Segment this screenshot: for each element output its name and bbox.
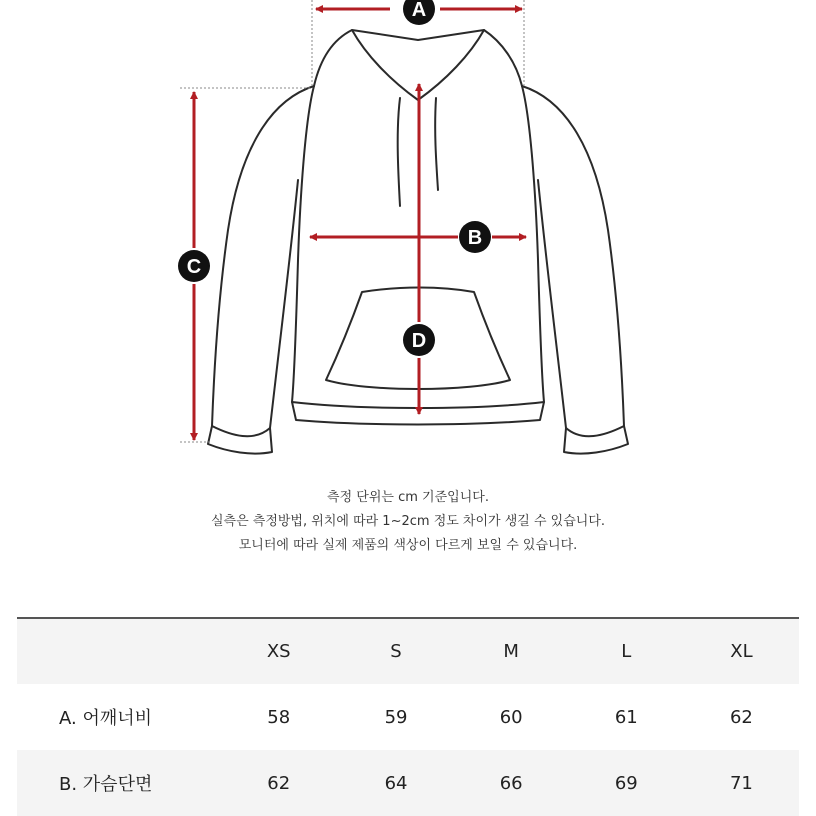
header-s: S: [390, 641, 402, 662]
marker-c: [178, 250, 210, 282]
header-m: M: [503, 641, 519, 662]
header-empty-cell: [17, 618, 219, 684]
cell-value: 69: [614, 772, 638, 794]
cell-value: 64: [384, 772, 408, 794]
cell-value: 62: [729, 706, 753, 728]
cell-value: 61: [614, 706, 638, 728]
drawstring-right: [435, 98, 438, 190]
svg-text:C: C: [186, 256, 202, 278]
size-header-row: [17, 618, 799, 684]
svg-text:A: A: [411, 0, 427, 21]
cell-value: 66: [499, 772, 523, 794]
cell-value: 58: [267, 706, 291, 728]
guide-lines: [180, 0, 524, 442]
hood: [314, 30, 522, 86]
header-xs: XS: [266, 641, 291, 662]
body-left: [292, 86, 314, 402]
marker-a: [403, 0, 435, 25]
measurement-notes: [0, 486, 816, 558]
note-tolerance: 실측은 측정방법, 위치에 따라 1~2cm 정도 차이가 생길 수 있습니다.: [210, 514, 606, 529]
svg-text:B: B: [467, 227, 483, 249]
table-row-chest-width: [17, 750, 799, 816]
cell-value: 60: [499, 706, 523, 728]
cell-value: 62: [267, 772, 291, 794]
body-right: [522, 86, 544, 402]
row-label: B. 가슴단면: [59, 774, 153, 795]
size-table: [17, 617, 799, 816]
header-l: L: [621, 641, 632, 662]
marker-b: [459, 221, 491, 253]
marker-d: [403, 324, 435, 356]
row-label: A. 어깨너비: [59, 708, 152, 729]
header-xl: XL: [730, 641, 753, 662]
left-cuff: [208, 426, 272, 454]
drawstring-left: [398, 98, 400, 206]
note-unit: 측정 단위는 cm 기준입니다.: [327, 490, 489, 505]
svg-text:D: D: [411, 330, 427, 352]
right-cuff: [564, 426, 628, 454]
cell-value: 71: [729, 772, 753, 794]
note-color: 모니터에 따라 실제 제품의 색상이 다르게 보일 수 있습니다.: [238, 538, 578, 553]
table-row-shoulder-width: [17, 684, 799, 750]
cell-value: 59: [384, 706, 408, 728]
